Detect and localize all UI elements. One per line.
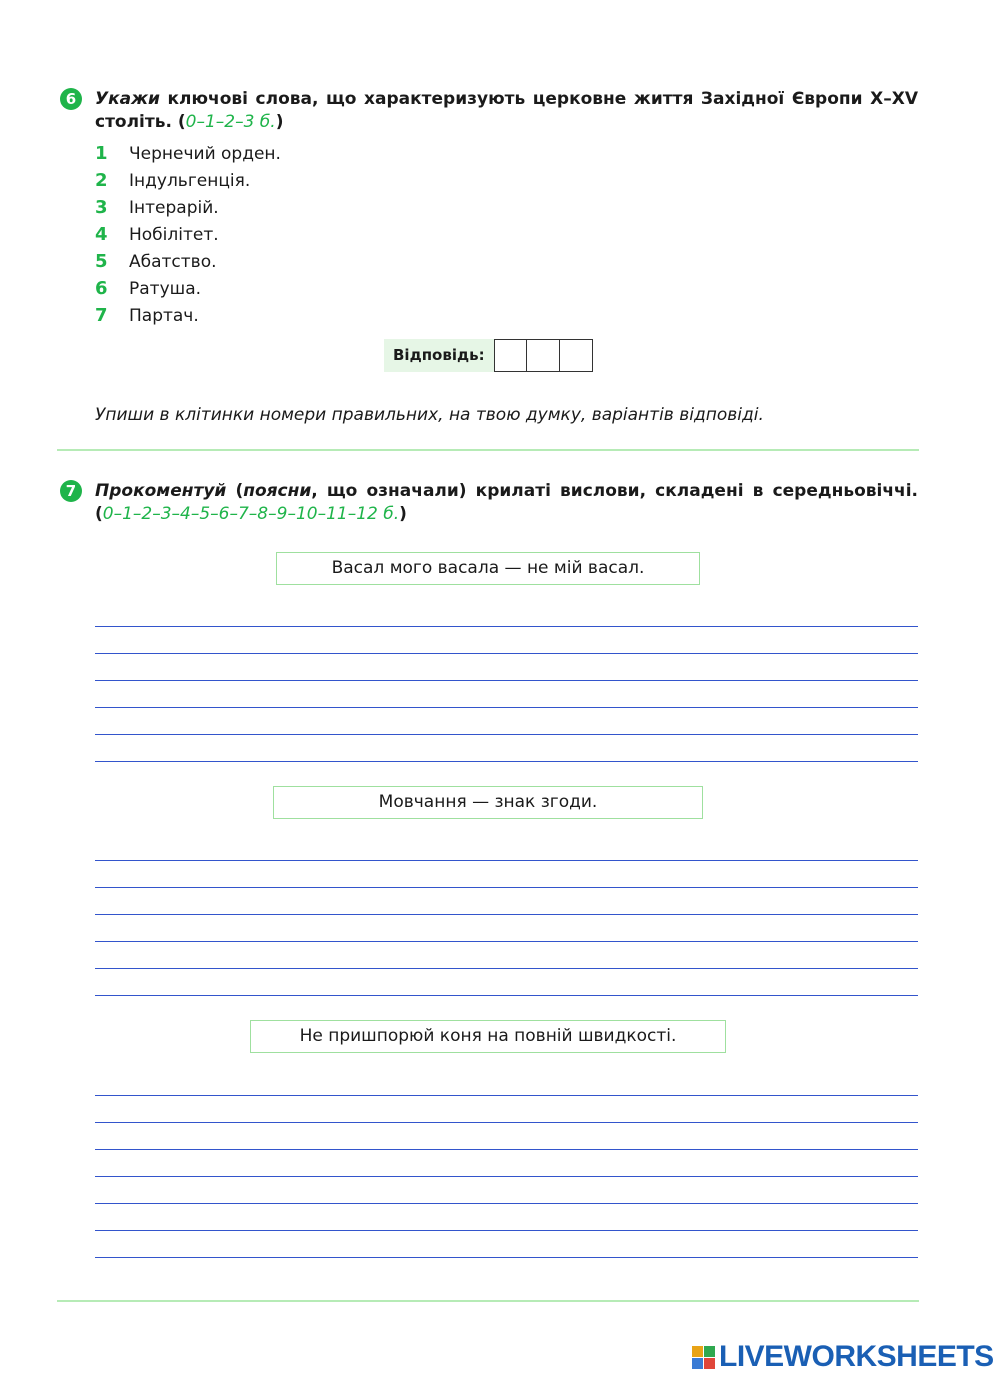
option-number: 2 bbox=[95, 170, 108, 191]
saying-2: Мовчання — знак згоди. bbox=[273, 786, 703, 819]
saying-1: Васал мого васала — не мій васал. bbox=[276, 552, 700, 585]
question-6-number: 6 bbox=[60, 88, 82, 110]
section-divider bbox=[57, 1300, 919, 1302]
option-7 bbox=[95, 303, 199, 329]
option-number: 4 bbox=[95, 224, 108, 245]
option-number: 6 bbox=[95, 278, 108, 299]
question-7-close: ) bbox=[399, 504, 407, 524]
saying-3: Не пришпорюй коня на повній швидкості. bbox=[250, 1020, 726, 1053]
question-6-text bbox=[95, 88, 918, 134]
answer-line[interactable] bbox=[95, 626, 918, 627]
question-7-body: , що означали) крилаті вислови, складені в середньовіччі. ( bbox=[95, 481, 918, 524]
question-6-hint: Упиши в клітинки номери правильних, на твою думку, варіантів відповіді. bbox=[95, 405, 764, 425]
answer-line[interactable] bbox=[95, 1203, 918, 1204]
option-label: Інтерарій. bbox=[129, 198, 219, 218]
option-label: Нобілітет. bbox=[129, 225, 219, 245]
answer-line[interactable] bbox=[95, 734, 918, 735]
answer-line[interactable] bbox=[95, 995, 918, 996]
question-7-number: 7 bbox=[60, 480, 82, 502]
option-5 bbox=[95, 249, 217, 275]
answer-line[interactable] bbox=[95, 1149, 918, 1150]
answer-cell-3[interactable] bbox=[560, 339, 593, 372]
answer-cell-1[interactable] bbox=[494, 339, 527, 372]
option-6 bbox=[95, 276, 201, 302]
answer-line[interactable] bbox=[95, 1122, 918, 1123]
question-7-verb2: поясни bbox=[243, 481, 312, 501]
answer-line[interactable] bbox=[95, 1257, 918, 1258]
answer-line[interactable] bbox=[95, 707, 918, 708]
option-3 bbox=[95, 195, 219, 221]
question-6-verb: Укажи bbox=[95, 89, 160, 109]
logo-square-icon bbox=[692, 1358, 703, 1369]
question-7-verb: Прокоментуй bbox=[95, 481, 227, 501]
answer-line[interactable] bbox=[95, 887, 918, 888]
logo-square-icon bbox=[704, 1358, 715, 1369]
option-number: 1 bbox=[95, 143, 108, 164]
answer-line[interactable] bbox=[95, 860, 918, 861]
answer-line[interactable] bbox=[95, 680, 918, 681]
question-7-score: 0–1–2–3–4–5–6–7–8–9–10–11–12 б. bbox=[102, 504, 400, 524]
option-number: 5 bbox=[95, 251, 108, 272]
answer-label: Відповідь: bbox=[384, 339, 494, 372]
liveworksheets-logo bbox=[692, 1340, 994, 1374]
option-number: 7 bbox=[95, 305, 108, 326]
option-label: Абатство. bbox=[129, 252, 217, 272]
question-6-close: ) bbox=[275, 112, 284, 132]
logo-mark-icon bbox=[692, 1346, 715, 1369]
answer-line[interactable] bbox=[95, 761, 918, 762]
answer-box bbox=[384, 339, 593, 372]
logo-text: LIVEWORKSHEETS bbox=[719, 1340, 994, 1373]
answer-line[interactable] bbox=[95, 1095, 918, 1096]
option-number: 3 bbox=[95, 197, 108, 218]
section-divider bbox=[57, 449, 919, 451]
option-label: Партач. bbox=[129, 306, 199, 326]
answer-line[interactable] bbox=[95, 941, 918, 942]
option-2 bbox=[95, 168, 250, 194]
answer-line[interactable] bbox=[95, 968, 918, 969]
question-7-open: ( bbox=[226, 481, 244, 501]
answer-cell-2[interactable] bbox=[527, 339, 560, 372]
option-label: Ратуша. bbox=[129, 279, 202, 299]
logo-square-icon bbox=[692, 1346, 703, 1357]
answer-line[interactable] bbox=[95, 914, 918, 915]
answer-line[interactable] bbox=[95, 653, 918, 654]
answer-line[interactable] bbox=[95, 1176, 918, 1177]
option-4 bbox=[95, 222, 219, 248]
question-7-text bbox=[95, 480, 918, 526]
question-6-body: ключові слова, що характеризують церковне життя Західної Європи X–XV століть. ( bbox=[95, 89, 918, 132]
question-6-score: 0–1–2–3 б. bbox=[185, 112, 276, 132]
option-1 bbox=[95, 141, 281, 167]
option-label: Чернечий орден. bbox=[129, 144, 281, 164]
option-label: Індульгенція. bbox=[129, 171, 251, 191]
answer-line[interactable] bbox=[95, 1230, 918, 1231]
logo-square-icon bbox=[704, 1346, 715, 1357]
